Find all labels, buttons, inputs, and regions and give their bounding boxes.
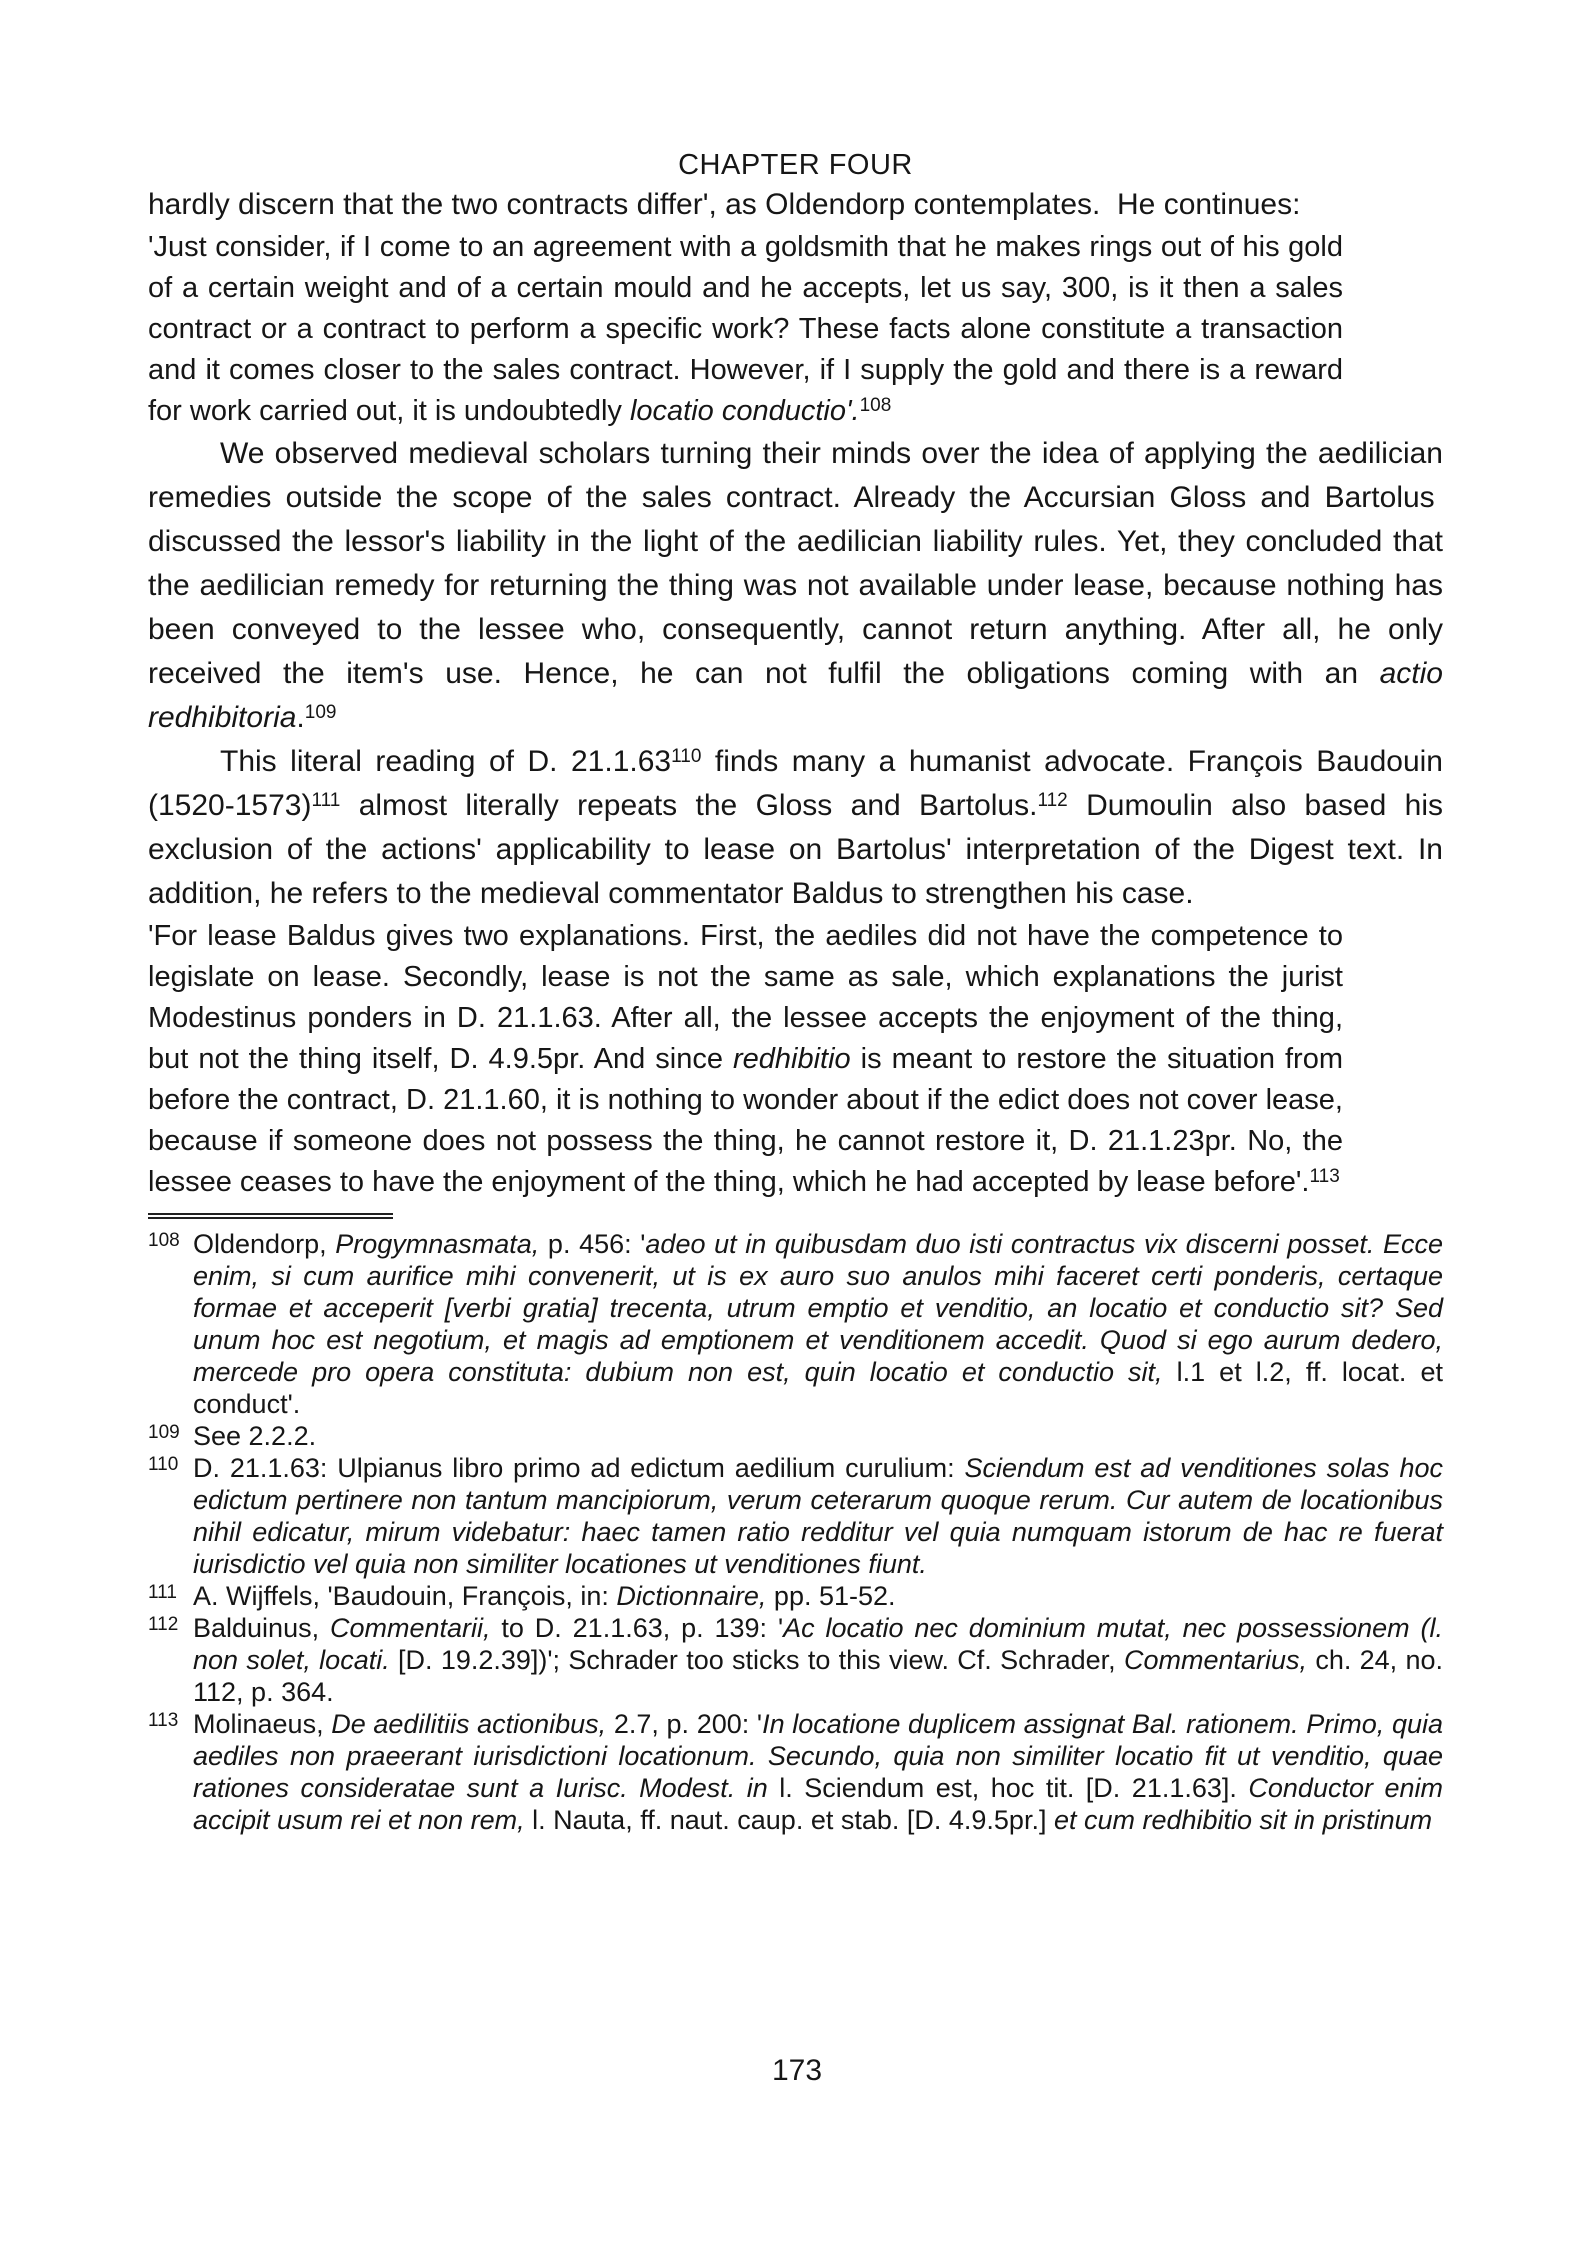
text-segment: Ac locatio nec dominium mutat, nec possessionem (l. non solet, locati. (193, 1613, 1443, 1675)
text-segment: pp. 51-52. (766, 1581, 896, 1611)
footnote-separator (148, 1213, 393, 1219)
footnote (148, 1708, 1443, 1836)
text-segment: De aedilitiis actionibus, (331, 1709, 607, 1739)
footnote (148, 1420, 1443, 1452)
text-segment: 'For lease Baldus gives two explanations. First, the aediles did not have the competence to legislate on lease. Secondly, lease is not the same as sale, which explanations the jurist Modestinus ponders in D. 21.1.63. After all, the lessee accepts the enjoyment of the thing, but not the thing itself, D. 4.9.5pr. And since (148, 920, 1343, 1075)
page-number: 173 (771, 2054, 823, 2087)
text-segment: Balduinus, (193, 1613, 330, 1643)
chapter-header: CHAPTER FOUR (678, 149, 913, 181)
block-quote (148, 227, 1343, 432)
text-segment: l.1 et l.2, ff. locat. et conduct'. (193, 1357, 1443, 1419)
text-segment: [D. 19.2.39])'; Schrader too sticks to this view. Cf. Schrader, (389, 1645, 1124, 1675)
footnote-text (193, 1229, 1443, 1419)
text-segment: Dictionnaire, (616, 1581, 767, 1611)
text-segment: locatio conductio'. (629, 395, 860, 427)
text-segment: to D. 21.1.63, p. 139: ' (490, 1613, 784, 1643)
text-segment: 2.7, p. 200: ' (606, 1709, 763, 1739)
text-segment: Commentarius, (1123, 1645, 1308, 1675)
text-segment: . (296, 701, 305, 734)
text-segment: Conductor enim accipit usum rei et non rem, (193, 1773, 1443, 1835)
main-text (148, 183, 1443, 1203)
footnote (148, 1580, 1443, 1612)
footnotes-section (148, 1228, 1443, 1836)
text-segment: Commentarii, (329, 1613, 491, 1643)
text-segment: l. Nauta, ff. naut. caup. et stab. [D. 4.9.5pr.] (524, 1805, 1054, 1835)
text-segment: actio redhibitoria (148, 657, 1443, 734)
footnote-text (193, 1613, 1443, 1707)
text-segment: finds many a humanist advocate. François Baudouin (1520-1573) (148, 745, 1443, 822)
footnote-number: 113 (148, 1710, 179, 1731)
footnote-text (193, 1421, 316, 1451)
text-segment: In locatione duplicem assignat Bal. rationem. Primo, quia aediles non praeerant iurisdictioni locationum. Secundo, quia non similiter locatio fit ut venditio, quae rationes consideratae sunt a Iurisc. Modest. in (193, 1709, 1444, 1803)
text-segment: Dumoulin also based his exclusion of the actions' applicability to lease on Bartolus' interpretation of the Digest text. In addition, he refers to the medieval commentator Baldus to strengthen his case. (148, 789, 1443, 910)
footnote-ref: 110 (671, 746, 702, 767)
footnote-ref: 111 (311, 790, 341, 811)
text-segment: adeo ut in quibusdam duo isti contractus vix discerni posset. Ecce enim, si cum aurifice mihi convenerit, ut is ex auro suo anulos mihi faceret certi ponderis, certaque formae et acceperit [verbi gratia] trecenta, utrum emptio et venditio, an locatio et conductio sit? Sed unum hoc est negotium, et magis ad emptionem et venditionem accedit. Quod si ego aurum dedero, mercede pro opera constituta: dubium non est, quin locatio et conductio sit, (193, 1229, 1444, 1387)
footnote-ref: 109 (304, 702, 337, 723)
text-segment: We observed medieval scholars turning their minds over the idea of applying the aedilician remedies outside the scope of the sales contract. Already the Accursian Gloss and Bartolus discussed the lessor's liability in the light of the aedilician liability rules. Yet, they concluded that the aedilician remedy for returning the thing was not available under lease, because nothing has been conveyed to the lessee who, consequently, cannot return anything. After all, he only received the item's use. Hence, he can not fulfil the obligations coming with an (148, 437, 1443, 690)
text-segment: This literal reading of D. 21.1.63 (220, 745, 672, 778)
footnote-number: 112 (148, 1614, 179, 1635)
text-segment: D. 21.1.63: Ulpianus libro primo ad edictum aedilium curulium: (193, 1453, 965, 1483)
text-segment: Oldendorp, (193, 1229, 336, 1259)
footnote-number: 108 (148, 1230, 180, 1251)
footnote-number: 109 (148, 1422, 180, 1443)
text-segment: p. 456: ' (539, 1229, 646, 1259)
text-segment: A. Wijffels, 'Baudouin, François, in: (193, 1581, 617, 1611)
body-paragraph (148, 432, 1443, 740)
body-paragraph (148, 740, 1443, 916)
text-segment: Progymnasmata, (335, 1229, 540, 1259)
footnote-number: 111 (148, 1582, 177, 1603)
text-segment: is meant to restore the situation from before the contract, D. 21.1.60, it is nothing to wonder about if the edict does not cover lease, because if someone does not possess the thing, he cannot restore it, D. 21.1.23pr. No, the lessee ceases to have the enjoyment of the thing, which he had accepted by lease before'. (148, 1043, 1344, 1198)
text-segment: 'Just consider, if I come to an agreement with a goldsmith that he makes rings out of his gold of a certain weight and of a certain mould and he accepts, let us say, 300, is it then a sales contract or a contract to perform a specific work? These facts alone constitute a transaction and it comes closer to the sales contract. However, if I supply the gold and there is a reward for work carried out, it is undoubtedly (148, 231, 1343, 427)
footnote-ref: 112 (1037, 790, 1068, 811)
text-segment: l. Sciendum est, hoc tit. [D. 21.1.63]. (767, 1773, 1249, 1803)
text-segment: See 2.2.2. (193, 1421, 317, 1451)
footnote-number: 110 (148, 1454, 179, 1475)
text-segment: Molinaeus, (193, 1709, 332, 1739)
footnote-text (193, 1453, 1443, 1579)
body-paragraph (148, 183, 1443, 227)
text-segment: hardly discern that the two contracts differ', as Oldendorp contemplates. He continues: (148, 188, 1301, 221)
footnote-ref: 113 (1309, 1166, 1340, 1187)
footnote-text (193, 1709, 1443, 1835)
text-segment: et cum redhibitio sit in pristinum (1053, 1805, 1433, 1835)
text-column (148, 0, 1443, 1836)
block-quote (148, 916, 1343, 1203)
footnote (148, 1612, 1443, 1708)
text-segment: almost literally repeats the Gloss and Bartolus. (340, 789, 1038, 822)
text-segment: ch. 24, no. 112, p. 364. (193, 1645, 1443, 1707)
text-segment: Sciendum est ad venditiones solas hoc edictum pertinere non tantum mancipiorum, verum ceterarum quoque rerum. Cur autem de locationibus nihil edicatur, mirum videbatur: haec tamen ratio redditur vel quia numquam istorum de hac re fuerat iurisdictio vel quia non similiter locationes ut venditiones fiunt. (193, 1453, 1443, 1579)
footnote (148, 1228, 1443, 1420)
text-segment: redhibitio (732, 1043, 851, 1075)
footnote (148, 1452, 1443, 1580)
footnote-text (193, 1581, 896, 1611)
footnote-ref: 108 (859, 395, 892, 416)
